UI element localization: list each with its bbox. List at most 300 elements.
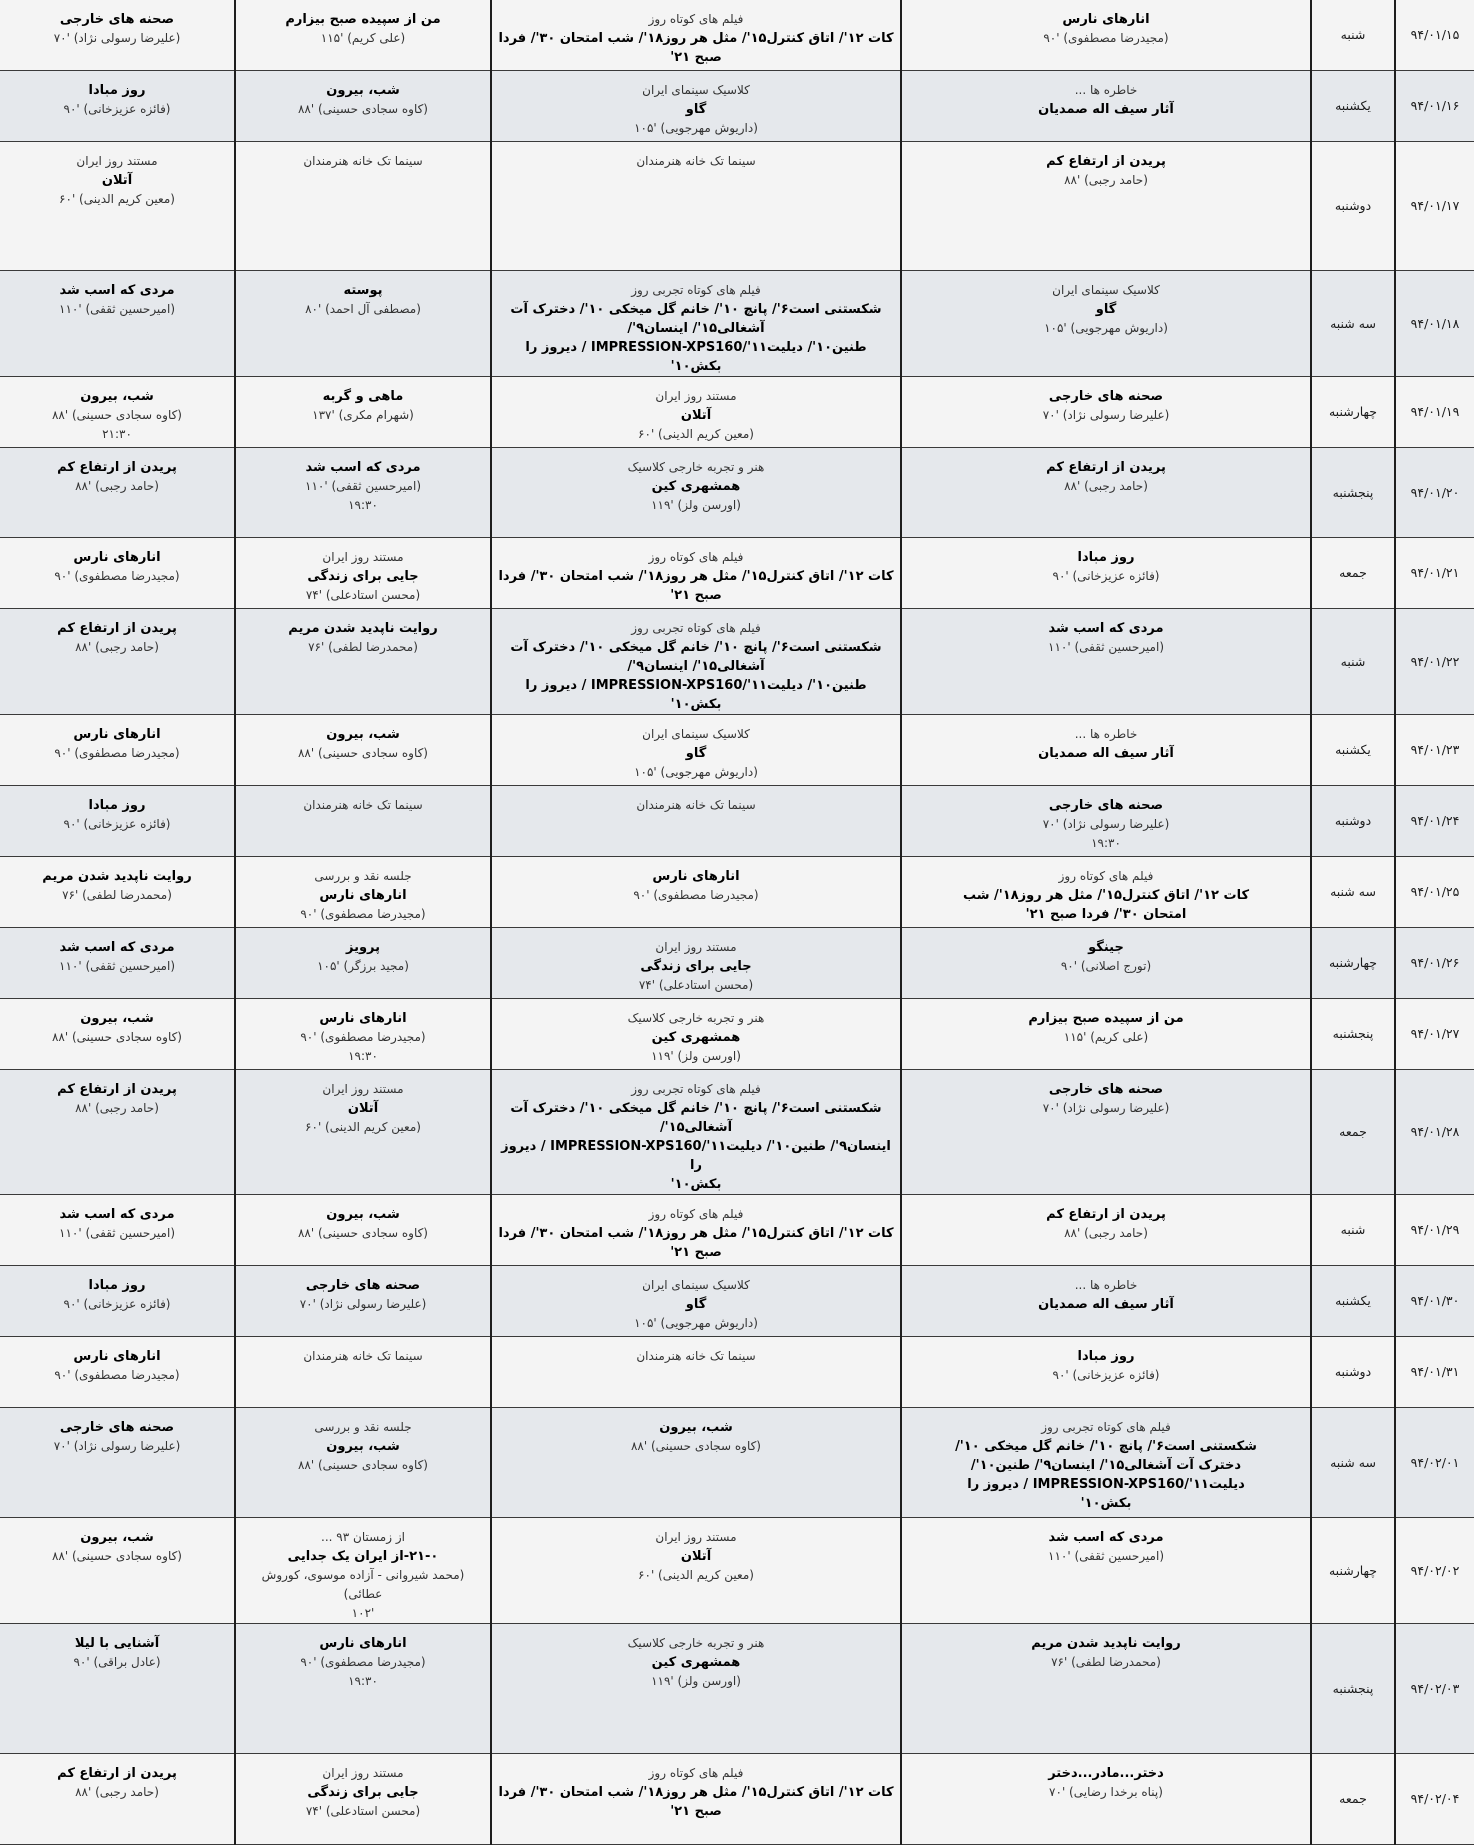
- film-info: سینما تک خانه هنرمندان: [636, 1348, 756, 1363]
- film-info: (مجیدرضا مصطفوی) '۹۰: [300, 1654, 426, 1669]
- film-info: (حامد رجبی) '۸۸: [75, 1100, 159, 1115]
- film-info: (محمدرضا لطفی) '۷۶: [1051, 1654, 1161, 1669]
- screening-slot-2: [491, 447, 901, 537]
- film-info: فیلم های کوتاه روز: [648, 1765, 744, 1780]
- film-info: (امیرحسین ثقفی) '۱۱۰: [59, 958, 175, 973]
- film-info: (علی کریم) '۱۱۵: [320, 31, 406, 45]
- screening-slot-4: [0, 0, 235, 70]
- film-info: (مصطفی آل احمد) '۸۰: [305, 301, 421, 316]
- film-info: فیلم های کوتاه روز: [648, 12, 744, 26]
- screening-slot-1: [901, 1753, 1311, 1844]
- row-date: ۹۴/۰۱/۱۷: [1395, 141, 1474, 270]
- row-date: ۹۴/۰۱/۲۴: [1395, 785, 1474, 856]
- film-title: همشهری کین: [651, 1029, 741, 1045]
- screening-slot-1: [901, 1623, 1311, 1753]
- film-info: کلاسیک سینمای ایران: [642, 82, 750, 97]
- screening-slot-3: [235, 447, 491, 537]
- screening-slot-2: [491, 1623, 901, 1753]
- row-weekday: سه شنبه: [1311, 270, 1395, 376]
- row-weekday: یکشنبه: [1311, 714, 1395, 785]
- film-info: (مجید برزگر) '۱۰۵: [317, 958, 409, 973]
- film-info: (علیرضا رسولی نژاد) '۷۰: [53, 31, 181, 45]
- film-title: مردی که اسب شد: [305, 459, 421, 475]
- screening-slot-4: [0, 1517, 235, 1623]
- schedule-row: [0, 1623, 1474, 1753]
- film-info: (امیرحسین ثقفی) '۱۱۰: [59, 1225, 175, 1240]
- film-info: جلسه نقد و بررسی: [314, 1419, 412, 1434]
- screening-slot-2: [491, 1407, 901, 1517]
- row-weekday: دوشنبه: [1311, 141, 1395, 270]
- film-title: صحنه های خارجی: [305, 1277, 421, 1293]
- film-title: جایی برای زندگی: [307, 568, 419, 584]
- screening-slot-2: [491, 270, 901, 376]
- film-title: آتلان: [347, 1100, 379, 1116]
- schedule-row: [0, 785, 1474, 856]
- film-info: سینما تک خانه هنرمندان: [636, 153, 756, 168]
- film-info: (مجیدرضا مصطفوی) '۹۰: [1043, 31, 1169, 45]
- screening-slot-4: [0, 785, 235, 856]
- row-weekday: شنبه: [1311, 1194, 1395, 1265]
- screening-slot-3: [235, 785, 491, 856]
- film-title: مردی که اسب شد: [1048, 620, 1164, 636]
- schedule-row: [0, 1517, 1474, 1623]
- screening-slot-2: [491, 1194, 901, 1265]
- screening-slot-1: [901, 1407, 1311, 1517]
- film-info: فیلم های کوتاه روز: [648, 549, 744, 564]
- screening-slot-1: [901, 785, 1311, 856]
- film-title: روز مبادا: [88, 797, 146, 813]
- screening-slot-1: [901, 856, 1311, 927]
- row-date: ۹۴/۰۲/۰۲: [1395, 1517, 1474, 1623]
- film-info: (فائزه عزیزخانی) '۹۰: [1052, 1367, 1160, 1382]
- film-title: شکستنی است۶'/ پانچ ۱۰'/ خانم گل میخکی ۱۰'/ دخترک آت آشغالی۱۵'/ اینسان۹'/: [510, 639, 882, 674]
- screening-slot-3: [235, 1407, 491, 1517]
- film-title: شکستنی است۶'/ پانچ ۱۰'/ خانم گل میخکی ۱۰'/ دخترک آت آشغالی۱۵'/ اینسان۹'/: [510, 301, 882, 336]
- film-info: '۱۰۲: [351, 1605, 375, 1620]
- film-title: شب، بیرون: [326, 1206, 400, 1222]
- film-info: سینما تک خانه هنرمندان: [303, 153, 423, 168]
- screening-slot-4: [0, 998, 235, 1069]
- screening-slot-1: [901, 141, 1311, 270]
- screening-slot-4: [0, 856, 235, 927]
- film-title: بکش۱۰': [1080, 1495, 1132, 1511]
- film-title: شب، بیرون: [80, 1529, 154, 1545]
- film-title: دختر...مادر...دختر: [1048, 1765, 1164, 1781]
- screening-slot-2: [491, 0, 901, 70]
- film-info: (فائزه عزیزخانی) '۹۰: [63, 1296, 171, 1311]
- screening-slot-4: [0, 1623, 235, 1753]
- film-info: (معین کریم الدینی) '۶۰: [305, 1119, 421, 1134]
- film-info: (حامد رجبی) '۸۸: [75, 478, 159, 493]
- film-title: ۲۱-۰-از ایران یک جدایی: [287, 1548, 439, 1564]
- film-title: انارهای نارس: [319, 1010, 407, 1026]
- row-weekday: شنبه: [1311, 608, 1395, 714]
- film-info: (اورسن ولز) '۱۱۹: [651, 1673, 741, 1688]
- film-info: خاطره ها ...: [1074, 82, 1138, 97]
- film-title: مردی که اسب شد: [59, 282, 175, 298]
- film-title: پوسته: [343, 282, 383, 298]
- screening-slot-4: [0, 447, 235, 537]
- film-title: پریدن از ارتفاع کم: [57, 620, 177, 636]
- film-info: (کاوه سجادی حسینی) '۸۸: [51, 1548, 182, 1563]
- film-title: پریدن از ارتفاع کم: [57, 1765, 177, 1781]
- schedule-row: [0, 141, 1474, 270]
- film-info: (علیرضا رسولی نژاد) '۷۰: [1042, 407, 1170, 422]
- film-title: انارهای نارس: [319, 1635, 407, 1651]
- film-info: خاطره ها ...: [1074, 726, 1138, 741]
- row-weekday: دوشنبه: [1311, 785, 1395, 856]
- row-weekday: چهارشنبه: [1311, 376, 1395, 447]
- film-title: من از سپیده صبح بیزارم: [285, 12, 441, 27]
- screening-slot-3: [235, 0, 491, 70]
- film-info: فیلم های کوتاه تجربی روز: [631, 1081, 761, 1096]
- film-info: (کاوه سجادی حسینی) '۸۸: [297, 101, 428, 116]
- screening-slot-1: [901, 608, 1311, 714]
- film-info: مستند روز ایران: [322, 1081, 404, 1096]
- film-title: شب، بیرون: [80, 388, 154, 404]
- screening-slot-1: [901, 998, 1311, 1069]
- film-title: پریدن از ارتفاع کم: [57, 459, 177, 475]
- film-info: (مجیدرضا مصطفوی) '۹۰: [300, 906, 426, 921]
- schedule-row: [0, 998, 1474, 1069]
- screening-slot-4: [0, 714, 235, 785]
- film-title: روز مبادا: [1077, 549, 1135, 565]
- row-weekday: جمعه: [1311, 1753, 1395, 1844]
- film-title: صحنه های خارجی: [1048, 388, 1164, 404]
- film-title: همشهری کین: [651, 478, 741, 494]
- film-title: شکستنی است۶'/ پانچ ۱۰'/ خانم گل میخکی ۱۰'/ دخترک آت آشغالی۱۵'/: [510, 1100, 882, 1135]
- film-info: (محسن استادعلی) '۷۴: [305, 1803, 421, 1818]
- row-date: ۹۴/۰۱/۲۸: [1395, 1069, 1474, 1194]
- row-date: ۹۴/۰۱/۲۵: [1395, 856, 1474, 927]
- film-title: طنین۱۰'/ دیلیت۱۱'/IMPRESSION-XPS160 / دیروز را بکش۱۰': [525, 339, 867, 374]
- schedule-row: [0, 1753, 1474, 1844]
- film-title: آتلان: [101, 172, 133, 188]
- screening-slot-2: [491, 1517, 901, 1623]
- film-info: (داریوش مهرجویی) '۱۰۵: [634, 764, 758, 779]
- screening-slot-2: [491, 1753, 901, 1844]
- screening-slot-4: [0, 270, 235, 376]
- film-title: صحنه های خارجی: [1048, 1081, 1164, 1097]
- screening-slot-2: [491, 927, 901, 998]
- film-info: (محمد شیروانی - آزاده موسوی، کوروش عطائی): [261, 1567, 465, 1601]
- screening-slot-2: [491, 714, 901, 785]
- row-weekday: پنجشنبه: [1311, 447, 1395, 537]
- film-info: (معین کریم الدینی) '۶۰: [638, 1567, 754, 1582]
- schedule-row: [0, 0, 1474, 70]
- row-date: ۹۴/۰۱/۱۵: [1395, 0, 1474, 70]
- screening-slot-2: [491, 1336, 901, 1407]
- film-info: مستند روز ایران: [322, 1765, 404, 1780]
- screening-slot-1: [901, 376, 1311, 447]
- film-title: طنین۱۰'/ دیلیت۱۱'/IMPRESSION-XPS160 / دیروز را بکش۱۰': [525, 677, 867, 712]
- film-title: آثار سیف اله صمدیان: [1038, 745, 1174, 761]
- screening-slot-3: [235, 1623, 491, 1753]
- film-info: فیلم های کوتاه تجربی روز: [631, 282, 761, 297]
- screening-slot-2: [491, 608, 901, 714]
- schedule-row: [0, 447, 1474, 537]
- film-title: آتلان: [680, 407, 712, 423]
- film-info: (علیرضا رسولی نژاد) '۷۰: [1042, 816, 1170, 831]
- film-title: روز مبادا: [1077, 1348, 1135, 1364]
- screening-slot-2: [491, 141, 901, 270]
- row-weekday: دوشنبه: [1311, 1336, 1395, 1407]
- film-info: (کاوه سجادی حسینی) '۸۸: [630, 1438, 761, 1453]
- row-date: ۹۴/۰۲/۰۱: [1395, 1407, 1474, 1517]
- screening-slot-1: [901, 714, 1311, 785]
- film-info: (مجیدرضا مصطفوی) '۹۰: [54, 745, 180, 760]
- film-info: (داریوش مهرجویی) '۱۰۵: [634, 1315, 758, 1330]
- row-weekday: پنجشنبه: [1311, 998, 1395, 1069]
- film-info: سینما تک خانه هنرمندان: [636, 797, 756, 812]
- schedule-row: [0, 1336, 1474, 1407]
- schedule-row: [0, 927, 1474, 998]
- screening-slot-4: [0, 927, 235, 998]
- film-title: انارهای نارس: [73, 549, 161, 565]
- screening-slot-2: [491, 376, 901, 447]
- film-title: انارهای نارس: [73, 726, 161, 742]
- film-title: آثار سیف اله صمدیان: [1038, 1296, 1174, 1312]
- film-info: مستند روز ایران: [655, 1529, 737, 1544]
- film-info: (فائزه عزیزخانی) '۹۰: [1052, 568, 1160, 583]
- film-title: روایت ناپدید شدن مریم: [42, 868, 192, 884]
- screening-slot-3: [235, 998, 491, 1069]
- row-date: ۹۴/۰۱/۳۰: [1395, 1265, 1474, 1336]
- row-date: ۹۴/۰۱/۲۹: [1395, 1194, 1474, 1265]
- film-title: مردی که اسب شد: [59, 939, 175, 955]
- screening-slot-3: [235, 270, 491, 376]
- screening-slot-4: [0, 608, 235, 714]
- film-info: هنر و تجربه خارجی کلاسیک: [627, 1635, 765, 1650]
- screening-slot-3: [235, 856, 491, 927]
- film-title: مردی که اسب شد: [59, 1206, 175, 1222]
- film-title: گاو: [685, 1296, 707, 1312]
- film-title: پریدن از ارتفاع کم: [57, 1081, 177, 1097]
- row-weekday: جمعه: [1311, 1069, 1395, 1194]
- film-info: ۱۹:۳۰: [348, 497, 378, 512]
- film-title: کات ۱۲'/ اتاق کنترل۱۵'/ مثل هر روز۱۸'/ شب امتحان ۳۰'/ فردا صبح ۲۱': [498, 31, 894, 65]
- film-title: شب، بیرون: [659, 1419, 733, 1435]
- screening-slot-3: [235, 1069, 491, 1194]
- film-title: صحنه های خارجی: [59, 1419, 175, 1435]
- row-date: ۹۴/۰۱/۲۷: [1395, 998, 1474, 1069]
- row-weekday: چهارشنبه: [1311, 1517, 1395, 1623]
- film-title: روز مبادا: [88, 1277, 146, 1293]
- film-info: سینما تک خانه هنرمندان: [303, 1348, 423, 1363]
- film-info: (مجیدرضا مصطفوی) '۹۰: [633, 887, 759, 902]
- screening-slot-4: [0, 1753, 235, 1844]
- film-title: کات ۱۲'/ اتاق کنترل۱۵'/ مثل هر روز۱۸'/ شب: [962, 887, 1250, 903]
- film-title: اینسان۹'/ طنین۱۰'/ دیلیت۱۱'/IMPRESSION-XPS160 / دیروز را: [501, 1138, 891, 1173]
- film-info: (محمدرضا لطفی) '۷۶: [308, 639, 418, 654]
- film-info: (داریوش مهرجویی) '۱۰۵: [1044, 320, 1168, 335]
- film-info: هنر و تجربه خارجی کلاسیک: [627, 1010, 765, 1025]
- film-info: (داریوش مهرجویی) '۱۰۵: [634, 120, 758, 135]
- film-info: (پناه برخدا رضایی) '۷۰: [1049, 1784, 1163, 1799]
- screening-slot-2: [491, 856, 901, 927]
- film-title: انارهای نارس: [652, 868, 740, 884]
- film-info: فیلم های کوتاه تجربی روز: [1041, 1419, 1171, 1434]
- film-info: (کاوه سجادی حسینی) '۸۸: [51, 1029, 182, 1044]
- film-title: روایت ناپدید شدن مریم: [288, 620, 438, 636]
- film-info: (مجیدرضا مصطفوی) '۹۰: [54, 568, 180, 583]
- screening-slot-1: [901, 1336, 1311, 1407]
- film-title: صحنه های خارجی: [59, 12, 175, 27]
- screening-slot-1: [901, 1194, 1311, 1265]
- film-info: (تورج اصلانی) '۹۰: [1060, 958, 1152, 973]
- row-date: ۹۴/۰۱/۲۳: [1395, 714, 1474, 785]
- film-info: (عادل براقی) '۹۰: [73, 1654, 161, 1669]
- screening-slot-1: [901, 537, 1311, 608]
- screening-slot-3: [235, 1517, 491, 1623]
- row-date: ۹۴/۰۲/۰۴: [1395, 1753, 1474, 1844]
- schedule-row: [0, 714, 1474, 785]
- film-info: (حامد رجبی) '۸۸: [1064, 172, 1148, 187]
- screening-slot-3: [235, 1753, 491, 1844]
- row-date: ۹۴/۰۱/۳۱: [1395, 1336, 1474, 1407]
- screening-slot-1: [901, 1069, 1311, 1194]
- screening-slot-1: [901, 447, 1311, 537]
- schedule-row: [0, 608, 1474, 714]
- screening-slot-3: [235, 70, 491, 141]
- film-title: کات ۱۲'/ اتاق کنترل۱۵'/ مثل هر روز۱۸'/ شب امتحان ۳۰'/ فردا صبح ۲۱': [498, 568, 894, 603]
- film-title: مردی که اسب شد: [1048, 1529, 1164, 1545]
- film-info: مستند روز ایران: [655, 388, 737, 403]
- film-title: شب، بیرون: [326, 82, 400, 98]
- film-title: شب، بیرون: [326, 726, 400, 742]
- schedule-row: [0, 1069, 1474, 1194]
- schedule-row: [0, 1194, 1474, 1265]
- film-title: انارهای نارس: [73, 1348, 161, 1364]
- film-info: (علی کریم) '۱۱۵: [1063, 1029, 1149, 1044]
- film-info: (حامد رجبی) '۸۸: [1064, 1225, 1148, 1240]
- screening-slot-2: [491, 70, 901, 141]
- film-info: (علیرضا رسولی نژاد) '۷۰: [53, 1438, 181, 1453]
- screening-slot-4: [0, 141, 235, 270]
- film-info: (اورسن ولز) '۱۱۹: [651, 1048, 741, 1063]
- screening-slot-4: [0, 1194, 235, 1265]
- row-date: ۹۴/۰۲/۰۳: [1395, 1623, 1474, 1753]
- film-title: دیلیت۱۱'/IMPRESSION-XPS160 / دیروز را: [967, 1476, 1245, 1492]
- film-info: مستند روز ایران: [76, 153, 158, 168]
- film-title: شب، بیرون: [326, 1438, 400, 1454]
- film-title: کات ۱۲'/ اتاق کنترل۱۵'/ مثل هر روز۱۸'/ شب امتحان ۳۰'/ فردا صبح ۲۱': [498, 1225, 894, 1260]
- screening-slot-4: [0, 376, 235, 447]
- film-info: کلاسیک سینمای ایران: [642, 1277, 750, 1292]
- film-title: جینگو: [1088, 939, 1124, 955]
- film-title: دخترک آت آشغالی۱۵'/ اینسان۹'/ طنین۱۰'/: [970, 1457, 1242, 1473]
- film-info: (مجیدرضا مصطفوی) '۹۰: [54, 1367, 180, 1382]
- screening-slot-4: [0, 1069, 235, 1194]
- row-weekday: شنبه: [1311, 0, 1395, 70]
- screening-slot-3: [235, 1336, 491, 1407]
- schedule-row: [0, 1407, 1474, 1517]
- schedule-row: [0, 70, 1474, 141]
- row-weekday: یکشنبه: [1311, 70, 1395, 141]
- schedule-row: [0, 1265, 1474, 1336]
- schedule-row: [0, 537, 1474, 608]
- film-info: (امیرحسین ثقفی) '۱۱۰: [1048, 1548, 1164, 1563]
- film-info: مستند روز ایران: [655, 939, 737, 954]
- film-info: (فائزه عزیزخانی) '۹۰: [63, 816, 171, 831]
- screening-slot-3: [235, 714, 491, 785]
- screening-slot-2: [491, 785, 901, 856]
- film-info: از زمستان ۹۳ ...: [321, 1529, 405, 1544]
- film-info: خاطره ها ...: [1074, 1277, 1138, 1292]
- screening-slot-2: [491, 1069, 901, 1194]
- film-title: انارهای نارس: [1062, 12, 1150, 27]
- row-weekday: چهارشنبه: [1311, 927, 1395, 998]
- screening-slot-2: [491, 998, 901, 1069]
- film-title: شب، بیرون: [80, 1010, 154, 1026]
- film-info: (اورسن ولز) '۱۱۹: [651, 497, 741, 512]
- screening-slot-4: [0, 537, 235, 608]
- row-weekday: پنجشنبه: [1311, 1623, 1395, 1753]
- screening-slot-3: [235, 141, 491, 270]
- screening-slot-4: [0, 1407, 235, 1517]
- row-date: ۹۴/۰۱/۲۰: [1395, 447, 1474, 537]
- screening-slot-2: [491, 1265, 901, 1336]
- film-title: پریدن از ارتفاع کم: [1046, 459, 1166, 475]
- film-title: آشنایی با لیلا: [74, 1635, 160, 1651]
- row-weekday: سه شنبه: [1311, 856, 1395, 927]
- film-title: انارهای نارس: [319, 887, 407, 903]
- film-title: شکستنی است۶'/ پانچ ۱۰'/ خانم گل میخکی ۱۰'/: [955, 1438, 1257, 1454]
- row-weekday: یکشنبه: [1311, 1265, 1395, 1336]
- film-info: (فائزه عزیزخانی) '۹۰: [63, 101, 171, 116]
- film-title: آتلان: [680, 1548, 712, 1564]
- film-title: گاو: [1095, 301, 1117, 317]
- screening-slot-3: [235, 1265, 491, 1336]
- film-info: ۱۹:۳۰: [348, 1673, 378, 1688]
- film-title: پریدن از ارتفاع کم: [1046, 1206, 1166, 1222]
- row-weekday: سه شنبه: [1311, 1407, 1395, 1517]
- film-info: (علیرضا رسولی نژاد) '۷۰: [299, 1296, 427, 1311]
- screening-slot-1: [901, 270, 1311, 376]
- film-info: کلاسیک سینمای ایران: [1052, 282, 1160, 297]
- film-info: (محسن استادعلی) '۷۴: [638, 977, 754, 992]
- film-info: ۱۹:۳۰: [348, 1048, 378, 1063]
- film-info: فیلم های کوتاه روز: [648, 1206, 744, 1221]
- row-date: ۹۴/۰۱/۲۲: [1395, 608, 1474, 714]
- row-date: ۹۴/۰۱/۱۸: [1395, 270, 1474, 376]
- film-info: (علیرضا رسولی نژاد) '۷۰: [1042, 1100, 1170, 1115]
- film-title: همشهری کین: [651, 1654, 741, 1670]
- film-title: پریدن از ارتفاع کم: [1046, 153, 1166, 169]
- row-date: ۹۴/۰۱/۲۱: [1395, 537, 1474, 608]
- screening-slot-3: [235, 537, 491, 608]
- film-info: (امیرحسین ثقفی) '۱۱۰: [305, 478, 421, 493]
- film-title: من از سپیده صبح بیزارم: [1028, 1010, 1184, 1026]
- film-title: آثار سیف اله صمدیان: [1038, 101, 1174, 117]
- film-info: (کاوه سجادی حسینی) '۸۸: [297, 1457, 428, 1472]
- row-date: ۹۴/۰۱/۱۹: [1395, 376, 1474, 447]
- film-title: روز مبادا: [88, 82, 146, 98]
- film-info: جلسه نقد و بررسی: [314, 868, 412, 883]
- film-info: مستند روز ایران: [322, 549, 404, 564]
- film-info: (مجیدرضا مصطفوی) '۹۰: [300, 1029, 426, 1044]
- row-date: ۹۴/۰۱/۲۶: [1395, 927, 1474, 998]
- film-info: (کاوه سجادی حسینی) '۸۸: [297, 1225, 428, 1240]
- screening-slot-3: [235, 1194, 491, 1265]
- film-info: (شهرام مکری) '۱۳۷: [312, 407, 414, 422]
- screening-slot-4: [0, 1336, 235, 1407]
- film-info: فیلم های کوتاه روز: [1058, 868, 1154, 883]
- film-info: (حامد رجبی) '۸۸: [75, 639, 159, 654]
- screening-slot-4: [0, 1265, 235, 1336]
- film-title: امتحان ۳۰'/ فردا صبح ۲۱': [1025, 906, 1187, 922]
- film-title: پرویز: [345, 939, 381, 955]
